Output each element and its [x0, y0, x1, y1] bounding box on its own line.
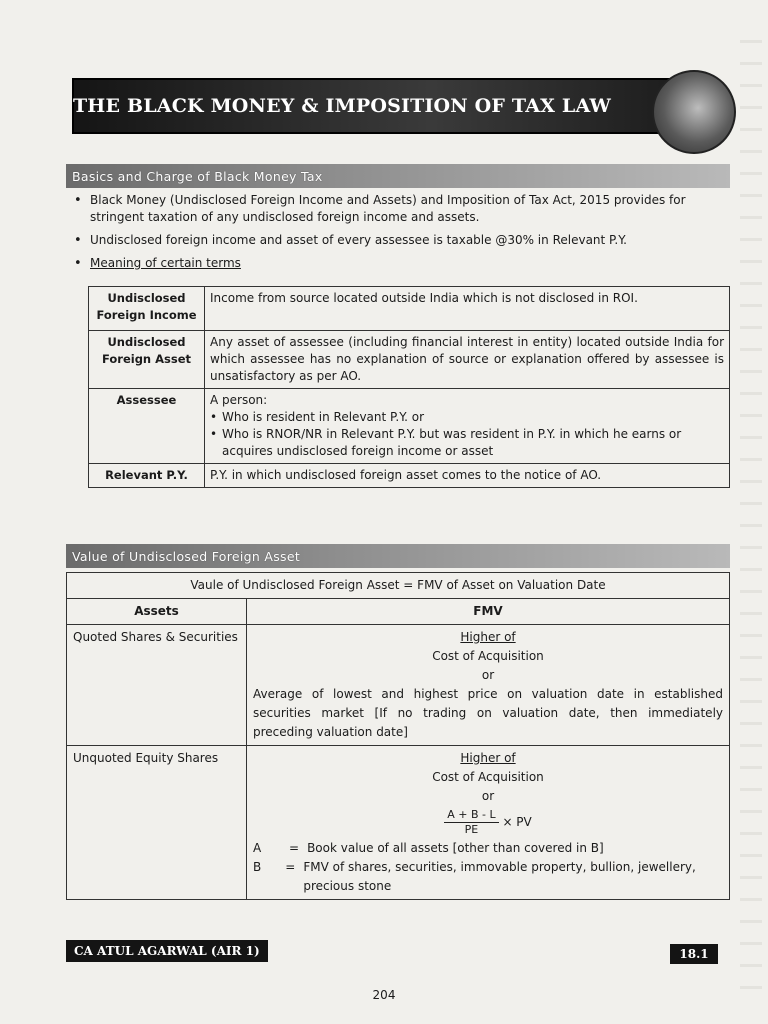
footer-author: CA ATUL AGARWAL (AIR 1) [66, 940, 268, 962]
or-label: or [481, 789, 495, 803]
definition-key: B [253, 860, 262, 874]
meaning-cell: P.Y. in which undisclosed foreign asset comes to the notice of AO. [205, 464, 730, 488]
term-cell: Undisclosed Foreign Income [89, 287, 205, 331]
column-header-assets: Assets [67, 599, 247, 625]
table-row [89, 287, 730, 331]
terms-table [88, 286, 730, 488]
fmv-table [66, 572, 730, 900]
definition-row [253, 858, 723, 896]
fmv-cell [247, 625, 730, 746]
table-row [89, 464, 730, 488]
valuation-formula: Vaule of Undisclosed Foreign Asset = FMV of Asset on Valuation Date [67, 573, 730, 599]
or-label: or [481, 668, 495, 682]
higher-of-label: Higher of [460, 751, 516, 765]
fraction-denominator: PE [464, 823, 479, 836]
asset-cell: Quoted Shares & Securities [67, 625, 247, 746]
section-heading-basics-label: Basics and Charge of Black Money Tax [72, 168, 323, 184]
chapter-header [72, 78, 672, 134]
definition-row [253, 839, 723, 858]
section-heading-valuation [66, 544, 730, 568]
list-item: • Who is RNOR/NR in Relevant P.Y. but was resident in P.Y. in which he earns or acquires undisclosed foreign income or asset [210, 426, 724, 460]
valuation-fraction [253, 808, 723, 837]
assessee-intro: A person: [210, 393, 268, 407]
page-number: 204 [372, 988, 396, 1002]
scan-edge-artifact [740, 40, 762, 990]
section-heading-valuation-label: Value of Undisclosed Foreign Asset [72, 548, 301, 564]
cost-of-acquisition: Cost of Acquisition [432, 649, 544, 663]
table-row [67, 625, 730, 746]
section-heading-basics [66, 164, 730, 188]
definition-text: FMV of shares, securities, immovable property, bullion, jewellery, precious stone [303, 860, 696, 893]
bullet-item: • Black Money (Undisclosed Foreign Income and Assets) and Imposition of Tax Act, 2015 provides for stringent taxation of any undisclosed foreign income and assets. [72, 192, 732, 226]
asset-cell: Unquoted Equity Shares [67, 746, 247, 900]
definition-eq: = [289, 841, 300, 855]
column-header-fmv: FMV [247, 599, 730, 625]
basics-bullet-list [72, 192, 732, 278]
bullet-item [72, 255, 732, 272]
definition-key: A [253, 841, 262, 855]
meaning-cell [205, 389, 730, 464]
higher-of-label: Higher of [460, 630, 516, 644]
fmv-cell [247, 746, 730, 900]
term-cell: Undisclosed Foreign Asset [89, 331, 205, 389]
fraction-numerator: A + B - L [444, 808, 498, 823]
term-cell: Assessee [89, 389, 205, 464]
table-row [67, 573, 730, 599]
meaning-cell: Any asset of assessee (including financial interest in entity) located outside India for which assessee has no explanation of source or explanation offered by assessee is unsatisfactory as per AO. [205, 331, 730, 389]
table-header-row [67, 599, 730, 625]
table-row [89, 331, 730, 389]
author-photo-badge [652, 70, 736, 154]
chapter-title: THE BLACK MONEY & IMPOSITION OF TAX LAW [72, 95, 612, 117]
fraction [444, 808, 498, 837]
fraction-multiplier: × PV [502, 815, 532, 829]
average-price-text: Average of lowest and highest price on valuation date in established securities market [If no trading on valuation date, then immediately preceding valuation date] [253, 687, 723, 739]
footer-chapter-number: 18.1 [670, 944, 718, 964]
list-item: • Who is resident in Relevant P.Y. or [210, 409, 724, 426]
table-row [89, 389, 730, 464]
cost-of-acquisition: Cost of Acquisition [432, 770, 544, 784]
bullet-item: • Undisclosed foreign income and asset of every assessee is taxable @30% in Relevant P.Y. [72, 232, 732, 249]
term-cell: Relevant P.Y. [89, 464, 205, 488]
assessee-points [210, 409, 724, 460]
meaning-cell: Income from source located outside India which is not disclosed in ROI. [205, 287, 730, 331]
terms-heading: Meaning of certain terms [90, 256, 241, 270]
definition-text: Book value of all assets [other than covered in B] [307, 841, 604, 855]
definition-eq: = [285, 860, 296, 874]
table-row [67, 746, 730, 900]
